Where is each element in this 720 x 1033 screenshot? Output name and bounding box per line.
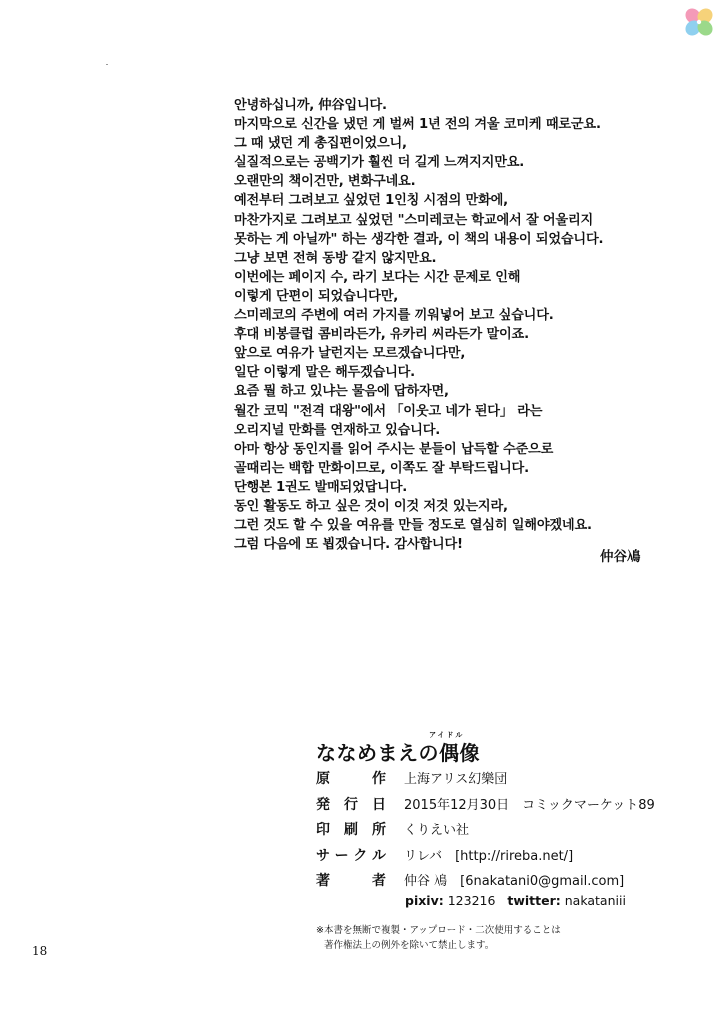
speck-mark [106,64,108,65]
afterword-line: 골때리는 백합 만화이므로, 이쪽도 잘 부탁드립니다. [234,460,529,476]
colophon-label [316,819,386,839]
twitter-value: nakataniii [564,893,626,908]
afterword-line: 이번에는 페이지 수, 라기 보다는 시간 문제로 인해 [234,269,521,285]
colophon-value: 2015年12月30日 コミックマーケット89 [404,797,655,813]
afterword-text [234,96,664,554]
notice-line: 著作権法上の例外を除いて禁止します。 [324,940,495,951]
twitter-label: twitter: [507,893,561,908]
page-number: 18 [32,944,48,958]
colophon-label-char: 印 [316,822,330,838]
colophon-label-char: 日 [372,796,386,813]
afterword-line: 앞으로 여유가 날런지는 모르겠습니다만, [234,346,466,362]
afterword-line: 그럼 다음에 또 뵙겠습니다. 감사합니다! [234,537,463,553]
colophon-label [316,870,386,890]
colophon-label-char: 所 [372,822,386,838]
afterword-line: 그 때 냈던 게 총집편이었으니, [234,136,407,152]
afterword-line: 요즘 뭘 하고 있냐는 물음에 답하자면, [234,384,449,400]
colophon-label-char: 作 [372,771,386,787]
colophon-label-char: 刷 [344,822,358,838]
colophon-label-char: 発 [316,796,330,813]
colophon-label-char: 原 [316,771,330,787]
clover-logo-icon [682,5,716,39]
afterword-line: 동인 활동도 하고 싶은 것이 이것 저것 있는지라, [234,498,508,514]
afterword-line: 안녕하십니까, 仲谷입니다. [234,98,387,113]
afterword-line: 마지막으로 신간을 냈던 게 벌써 1년 전의 겨울 코미케 때로군요. [234,117,601,133]
colophon-label-char: ー [334,847,349,864]
afterword-line: 후대 비봉클럽 콤비라든가, 유카리 씨라든가 말이죠. [234,327,529,343]
notice-line: ※本書を無断で複製・アップロード・二次使用することは [316,925,561,936]
colophon-value: くりえい社 [404,823,470,838]
afterword-line: 오랜만의 책이건만, 변화구네요. [234,174,416,190]
afterword-line: 실질적으로는 공백기가 훨씬 더 길게 느껴지지만요. [234,155,525,171]
afterword-line: 아마 항상 동인지를 읽어 주시는 분들이 납득할 수준으로 [234,441,554,457]
title-ruby: アイドル [429,731,465,739]
afterword-line: 그냥 보면 전혀 동방 같지 않지만요. [234,250,437,266]
pixiv-label: pixiv: [405,893,444,908]
colophon-value: 上海アリス幻樂団 [404,772,508,787]
colophon-label [316,845,386,865]
colophon-label-char: サ [316,847,330,864]
colophon-value: 仲谷 鳰 [6nakatani0@gmail.com] [404,874,625,889]
colophon-label-char: ル [371,847,386,864]
pixiv-value: 123216 [447,893,496,908]
colophon-label-char: 行 [344,796,358,813]
afterword-line: 이렇게 단편이 되었습니다만, [234,288,399,304]
afterword-line: 스미레코의 주변에 여러 가지를 끼워넣어 보고 싶습니다. [234,308,554,324]
afterword-line: 일단 이렇게 말은 해두겠습니다. [234,365,415,381]
afterword-line: 그런 것도 할 수 있을 여유를 만들 정도로 열심히 일해야겠네요. [234,518,592,534]
colophon-value: リレバ [http://rireba.net/] [404,848,574,864]
afterword-line: 예전부터 그려보고 싶었던 1인칭 시점의 만화에, [234,193,508,209]
colophon-label-char: ク [353,847,368,864]
copyright-notice [316,923,561,953]
colophon-label [316,794,386,814]
author-signature: 仲谷鳰 [600,549,641,565]
colophon-label-char: 者 [372,873,386,889]
afterword-line: 못하는 게 아닐까" 하는 생각한 결과, 이 책의 내용이 되었습니다. [234,231,604,247]
social-links [405,893,626,908]
colophon-label-char: 著 [316,873,330,889]
afterword-line: 월간 코믹 "전격 대왕"에서 「이웃고 네가 된다」 라는 [234,403,543,419]
afterword-line: 마찬가지로 그려보고 싶었던 "스미레코는 학교에서 잘 어울리지 [234,212,594,228]
afterword-line: 오리지널 만화를 연재하고 있습니다. [234,422,441,438]
book-title: ななめまえの偶像 [316,741,480,765]
colophon-label [316,768,386,788]
afterword-line: 단행본 1권도 발매되었답니다. [234,479,408,495]
